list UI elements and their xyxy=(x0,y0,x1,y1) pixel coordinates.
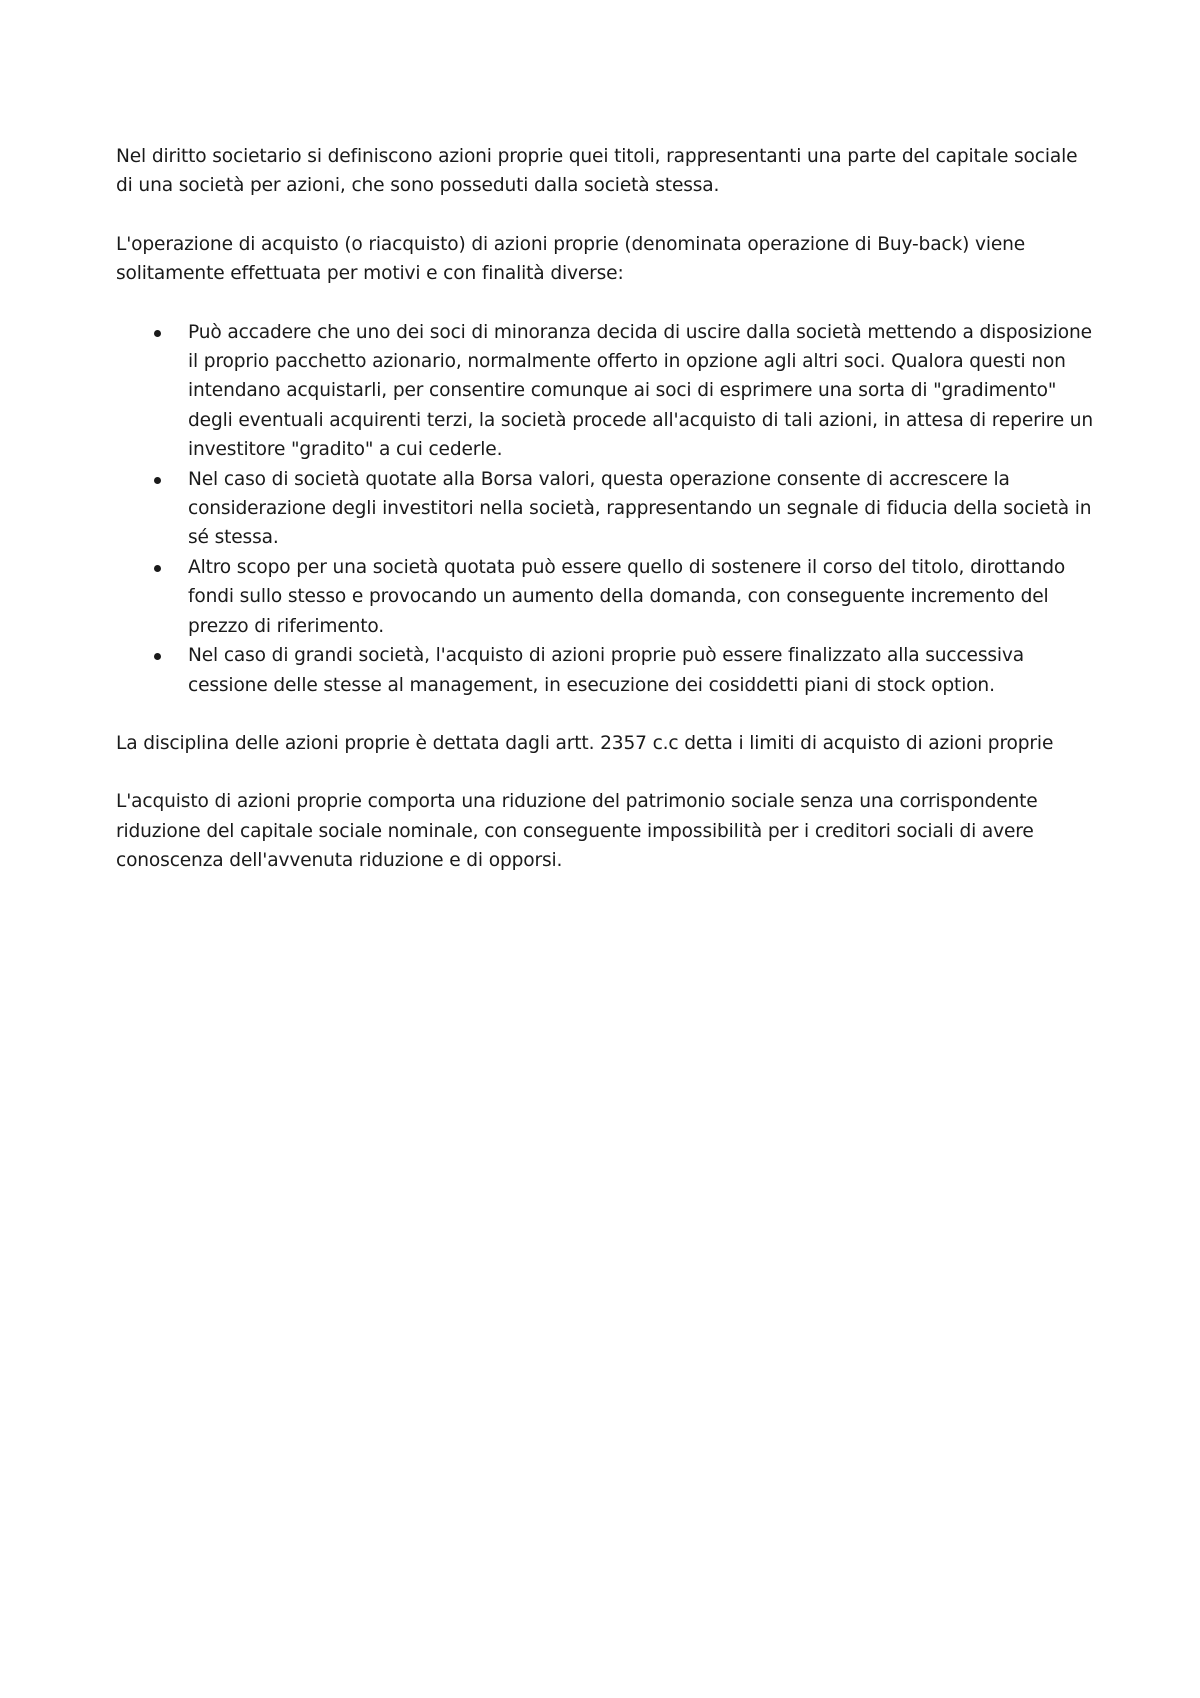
document-body xyxy=(116,142,1096,905)
bullet-icon xyxy=(154,653,161,660)
list-item xyxy=(116,553,1096,641)
intro-paragraph: Nel diritto societario si definiscono azioni proprie quei titoli, rappresentanti una parte del capitale sociale di una società per azioni, che sono posseduti dalla società stessa. xyxy=(116,146,1078,197)
list-item xyxy=(116,465,1096,553)
bullet-icon xyxy=(154,330,161,337)
bullet-icon xyxy=(154,477,161,484)
consequence-paragraph: L'acquisto di azioni proprie comporta una riduzione del patrimonio sociale senza una corrispondente riduzione del capitale sociale nominale, con conseguente impossibilità per i creditori sociali di avere conoscenza dell'avvenuta riduzione e di opporsi. xyxy=(116,791,1038,872)
list-item xyxy=(116,641,1096,700)
operation-paragraph: L'operazione di acquisto (o riacquisto) di azioni proprie (denominata operazione di Buy-back) viene solitamente effettuata per motivi e con finalità diverse: xyxy=(116,233,1026,285)
bullet-icon xyxy=(154,565,161,572)
list-item-text: Nel caso di società quotate alla Borsa valori, questa operazione consente di accrescere la considerazione degli investitori nella società, rappresentando un segnale di fiducia della società in sé stessa. xyxy=(188,468,1092,549)
list-item-text: Altro scopo per una società quotata può essere quello di sostenere il corso del titolo, dirottando fondi sullo stesso e provocando un aumento della domanda, con conseguente incremento del prezzo di riferimento. xyxy=(188,556,1066,637)
list-item xyxy=(116,318,1096,465)
list-item-text: Nel caso di grandi società, l'acquisto di azioni proprie può essere finalizzato alla successiva cessione delle stesse al management, in esecuzione dei cosiddetti piani di stock option. xyxy=(188,645,1025,696)
list-item-text: Può accadere che uno dei soci di minoranza decida di uscire dalla società mettendo a disposizione il proprio pacchetto azionario, normalmente offerto in opzione agli altri soci. Qualora questi non intendano acquistarli, per consentire comunque ai soci di esprimere una sorta di "gradimento" degli eventuali acquirenti terzi, la società procede all'acquisto di tali azioni, in attesa di reperire un investitore "gradito" a cui cederle. xyxy=(188,321,1094,461)
purpose-list xyxy=(116,318,1096,700)
discipline-paragraph: La disciplina delle azioni proprie è dettata dagli artt. 2357 c.c detta i limiti di acquisto di azioni proprie xyxy=(116,732,1054,754)
